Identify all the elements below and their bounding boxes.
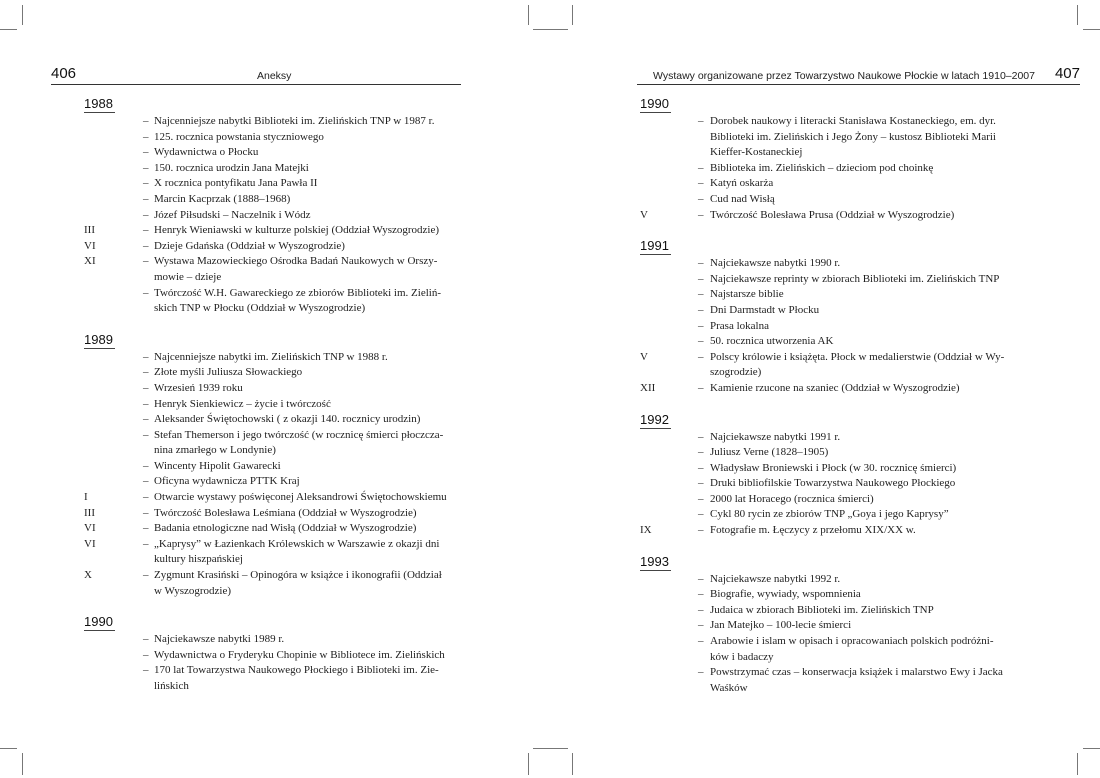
- entry-text-line: Złote myśli Juliusza Słowackiego: [154, 366, 303, 379]
- exhibition-entry: [84, 239, 464, 255]
- entry-text-line: Druki bibliofilskie Towarzystwa Naukowego Płockiego: [710, 477, 956, 490]
- exhibition-entry: [640, 161, 1020, 177]
- year-section: [84, 613, 464, 694]
- exhibition-entry: [640, 523, 1020, 539]
- year-heading: 1990: [640, 96, 669, 111]
- entry-text-line: 50. rocznica utworzenia AK: [710, 335, 834, 348]
- entry-text-line: Józef Piłsudski – Naczelnik i Wódz: [154, 208, 311, 221]
- list-dash: –: [698, 635, 704, 648]
- right-page-header: [637, 66, 1080, 85]
- month-label: III: [84, 224, 95, 237]
- entry-text-line: „Kaprysy” w Łazienkach Królewskich w Warszawie z okazji dni: [154, 537, 440, 550]
- month-label: VI: [84, 522, 96, 535]
- entry-text-line: Najciekawsze nabytki 1992 r.: [710, 572, 841, 585]
- list-dash: –: [143, 397, 149, 410]
- right-page-body: [640, 95, 1020, 710]
- entry-text-line: Dorobek naukowy i literacki Stanisława Kostaneckiego, em. dyr.: [710, 115, 996, 127]
- exhibition-entry: [84, 428, 464, 459]
- exhibition-entry: [640, 350, 1020, 381]
- exhibition-entry: [640, 272, 1020, 288]
- exhibition-entry: [640, 192, 1020, 208]
- year-heading: 1989: [84, 331, 113, 347]
- exhibition-entry: [640, 334, 1020, 350]
- exhibition-entry: [84, 663, 464, 694]
- exhibition-entry: [640, 665, 1020, 696]
- entry-text-line: Wydawnictwa o Płocku: [154, 146, 259, 159]
- exhibition-entry: [640, 618, 1020, 634]
- exhibition-entry: [84, 192, 464, 208]
- list-dash: –: [143, 537, 149, 550]
- exhibition-entry: [640, 208, 1020, 224]
- exhibition-entry: [640, 634, 1020, 665]
- year-section: [640, 237, 1020, 396]
- entry-text-line: Wincenty Hipolit Gawarecki: [154, 459, 281, 472]
- exhibition-entry: [640, 256, 1020, 272]
- list-dash: –: [143, 475, 149, 488]
- entry-text-line: Biografie, wywiady, wspomnienia: [710, 588, 861, 601]
- entry-text-line: 150. rocznica urodzin Jana Matejki: [154, 161, 309, 174]
- exhibition-entry: [84, 474, 464, 490]
- month-label: XI: [84, 255, 96, 268]
- list-dash: –: [143, 522, 149, 535]
- exhibition-entry: [84, 145, 464, 161]
- entry-text-line: Twórczość Bolesława Prusa (Oddział w Wyszogrodzie): [710, 208, 955, 221]
- exhibition-entry: [640, 603, 1020, 619]
- exhibition-entry: [84, 632, 464, 648]
- entry-text-line: Dzieje Gdańska (Oddział w Wyszogrodzie): [154, 239, 345, 252]
- entry-text-line: kultury hiszpańskiej: [154, 553, 243, 566]
- exhibition-entry: [84, 506, 464, 522]
- list-dash: –: [698, 524, 704, 537]
- exhibition-entry: [84, 648, 464, 664]
- list-dash: –: [698, 477, 704, 490]
- month-label: V: [640, 350, 648, 363]
- entry-text-line: 2000 lat Horacego (rocznica śmierci): [710, 492, 874, 505]
- exhibition-entry: [640, 476, 1020, 492]
- entry-text-line: Wydawnictwa o Fryderyku Chopinie w Bibliotece im. Zielińskich: [154, 648, 445, 661]
- exhibition-entry: [84, 397, 464, 413]
- list-dash: –: [698, 508, 704, 521]
- exhibition-entry: [640, 430, 1020, 446]
- entry-text-line: Zygmunt Krasiński – Opinogóra w książce i ikonografii (Oddział: [154, 569, 442, 582]
- exhibition-entry: [84, 490, 464, 506]
- year-section: [84, 95, 464, 317]
- entry-text-line: Arabowie i islam w opisach i opracowaniach polskich podróżni-: [710, 635, 994, 648]
- entry-text-line: Aleksander Świętochowski ( z okazji 140. rocznicy urodzin): [154, 413, 421, 426]
- exhibition-entry: [84, 365, 464, 381]
- exhibition-entry: [640, 114, 1020, 161]
- month-label: X: [84, 569, 92, 582]
- entry-text-line: Powstrzymać czas – konserwacja książek i malarstwo Ewy i Jacka: [710, 666, 1003, 679]
- entry-text-line: Juliusz Verne (1828–1905): [710, 446, 829, 459]
- exhibition-entry: [84, 176, 464, 192]
- list-dash: –: [698, 192, 704, 205]
- list-dash: –: [143, 648, 149, 661]
- entry-text-line: Prasa lokalna: [710, 319, 769, 332]
- list-dash: –: [698, 492, 704, 505]
- list-dash: –: [143, 664, 149, 677]
- list-dash: –: [698, 208, 704, 221]
- list-dash: –: [143, 192, 149, 205]
- list-dash: –: [698, 319, 704, 332]
- year-section: [640, 553, 1020, 697]
- exhibition-entry: [84, 254, 464, 285]
- month-label: I: [84, 491, 88, 504]
- exhibition-entry: [640, 381, 1020, 397]
- year-heading: 1992: [640, 411, 669, 427]
- list-dash: –: [698, 430, 704, 443]
- entry-text-line: Wystawa Mazowieckiego Ośrodka Badań Naukowych w Orszy-: [154, 255, 438, 268]
- entry-text-line: Najciekawsze nabytki 1991 r.: [710, 430, 841, 443]
- list-dash: –: [143, 569, 149, 582]
- list-dash: –: [143, 366, 149, 379]
- exhibition-entry: [640, 507, 1020, 523]
- exhibition-entry: [640, 445, 1020, 461]
- list-dash: –: [143, 633, 149, 646]
- entry-text-line: Katyń oskarża: [710, 177, 774, 190]
- list-dash: –: [143, 286, 149, 299]
- entry-text-line: Kieffer-Kostaneckiej: [710, 146, 803, 159]
- year-section: [84, 331, 464, 600]
- list-dash: –: [143, 177, 149, 190]
- month-label: V: [640, 208, 648, 221]
- list-dash: –: [143, 115, 149, 127]
- entry-text-line: Najcenniejsze nabytki Biblioteki im. Zielińskich TNP w 1987 r.: [154, 115, 435, 127]
- entry-text-line: Fotografie m. Łęczycy z przełomu XIX/XX w.: [710, 524, 916, 537]
- entry-text-line: Henryk Wieniawski w kulturze polskiej (Oddział Wyszogrodzie): [154, 224, 440, 237]
- exhibition-entry: [84, 223, 464, 239]
- list-dash: –: [698, 177, 704, 190]
- entry-text-line: Władysław Broniewski i Płock (w 30. rocznicę śmierci): [710, 461, 957, 474]
- month-label: XII: [640, 381, 656, 394]
- list-dash: –: [143, 208, 149, 221]
- exhibition-entry: [640, 492, 1020, 508]
- year-heading: 1990: [84, 614, 113, 630]
- entry-text-line: nina zmarłego w Londynie): [154, 444, 276, 457]
- entry-text-line: Najciekawsze nabytki 1990 r.: [710, 257, 841, 270]
- list-dash: –: [698, 381, 704, 394]
- exhibition-entry: [84, 286, 464, 317]
- year-heading: 1991: [640, 238, 669, 254]
- year-section: [640, 411, 1020, 539]
- list-dash: –: [698, 603, 704, 616]
- list-dash: –: [143, 506, 149, 519]
- page-number: 407: [1054, 65, 1080, 82]
- exhibition-entry: [640, 587, 1020, 603]
- running-head: Aneksy: [257, 70, 292, 82]
- entry-text-line: Otwarcie wystawy poświęconej Aleksandrowi Świętochowskiemu: [154, 491, 447, 504]
- exhibition-entry: [84, 161, 464, 177]
- list-dash: –: [698, 461, 704, 474]
- entry-text-line: Najciekawsze nabytki 1989 r.: [154, 633, 285, 646]
- list-dash: –: [143, 239, 149, 252]
- list-dash: –: [698, 288, 704, 301]
- entry-text-line: Twórczość Bolesława Leśmiana (Oddział w Wyszogrodzie): [154, 506, 417, 519]
- exhibition-entry: [640, 287, 1020, 303]
- exhibition-entry: [84, 568, 464, 599]
- entry-text-line: 170 lat Towarzystwa Naukowego Płockiego i Biblioteki im. Zie-: [154, 664, 439, 677]
- exhibition-entry: [84, 412, 464, 428]
- list-dash: –: [698, 115, 704, 127]
- entry-text-line: Henryk Sienkiewicz – życie i twórczość: [154, 397, 331, 410]
- running-head: Wystawy organizowane przez Towarzystwo Naukowe Płockie w latach 1910–2007: [653, 70, 1035, 82]
- left-page-body: [84, 95, 464, 709]
- list-dash: –: [143, 413, 149, 426]
- list-dash: –: [143, 350, 149, 363]
- month-label: VI: [84, 239, 96, 252]
- exhibition-entry: [640, 572, 1020, 588]
- entry-text-line: Najstarsze biblie: [710, 288, 784, 301]
- list-dash: –: [698, 588, 704, 601]
- entry-text-line: Marcin Kacprzak (1888–1968): [154, 192, 291, 205]
- entry-text-line: skich TNP w Płocku (Oddział w Wyszogrodzie): [154, 302, 366, 315]
- entry-text-line: szogrodzie): [710, 366, 762, 379]
- list-dash: –: [143, 491, 149, 504]
- exhibition-entry: [640, 319, 1020, 335]
- list-dash: –: [143, 459, 149, 472]
- entry-text-line: ków i badaczy: [710, 650, 774, 663]
- year-heading: 1993: [640, 553, 669, 569]
- list-dash: –: [143, 146, 149, 159]
- exhibition-entry: [84, 381, 464, 397]
- entry-text-line: Najcenniejsze nabytki im. Zielińskich TNP w 1988 r.: [154, 350, 388, 363]
- list-dash: –: [698, 161, 704, 174]
- list-dash: –: [143, 381, 149, 394]
- entry-text-line: Cud nad Wisłą: [710, 192, 775, 205]
- entry-text-line: Najciekawsze reprinty w zbiorach Biblioteki im. Zielińskich TNP: [710, 272, 1000, 285]
- month-label: VI: [84, 537, 96, 550]
- exhibition-entry: [640, 303, 1020, 319]
- list-dash: –: [143, 161, 149, 174]
- month-label: IX: [640, 524, 652, 537]
- exhibition-entry: [84, 521, 464, 537]
- entry-text-line: 125. rocznica powstania styczniowego: [154, 130, 324, 143]
- entry-text-line: Oficyna wydawnicza PTTK Kraj: [154, 475, 300, 488]
- entry-text-line: mowie – dzieje: [154, 270, 222, 283]
- right-page: [550, 0, 1100, 778]
- entry-text-line: Stefan Themerson i jego twórczość (w rocznicę śmierci płoczcza-: [154, 428, 444, 441]
- exhibition-entry: [640, 176, 1020, 192]
- entry-text-line: Biblioteka im. Zielińskich – dzieciom pod choinkę: [710, 161, 934, 174]
- exhibition-entry: [640, 461, 1020, 477]
- entry-text-line: Wrzesień 1939 roku: [154, 381, 243, 394]
- list-dash: –: [698, 335, 704, 348]
- year-heading: 1988: [84, 96, 113, 111]
- entry-text-line: Polscy królowie i książęta. Płock w medalierstwie (Oddział w Wy-: [710, 350, 1005, 363]
- list-dash: –: [698, 350, 704, 363]
- exhibition-entry: [84, 537, 464, 568]
- list-dash: –: [143, 255, 149, 268]
- list-dash: –: [143, 224, 149, 237]
- list-dash: –: [698, 572, 704, 585]
- entry-text-line: Twórczość W.H. Gawareckiego ze zbiorów Biblioteki im. Zieliń-: [154, 286, 441, 299]
- exhibition-entry: [84, 350, 464, 366]
- year-section: [640, 95, 1020, 223]
- left-page-header: [51, 66, 461, 85]
- entry-text-line: Judaica w zbiorach Biblioteki im. Zielińskich TNP: [710, 603, 934, 616]
- entry-text-line: Biblioteki im. Zielińskich i Jego Żony – kustosz Biblioteki Marii: [710, 130, 996, 143]
- list-dash: –: [698, 257, 704, 270]
- list-dash: –: [698, 303, 704, 316]
- entry-text-line: X rocznica pontyfikatu Jana Pawła II: [154, 177, 318, 190]
- entry-text-line: lińskich: [154, 680, 189, 692]
- list-dash: –: [143, 428, 149, 441]
- list-dash: –: [698, 272, 704, 285]
- entry-text-line: w Wyszogrodzie): [154, 584, 232, 597]
- entry-text-line: Jan Matejko – 100-lecie śmierci: [710, 619, 852, 632]
- exhibition-entry: [84, 208, 464, 224]
- list-dash: –: [698, 666, 704, 679]
- exhibition-entry: [84, 459, 464, 475]
- page-number: 406: [51, 65, 77, 82]
- entry-text-line: Waśków: [710, 681, 748, 694]
- list-dash: –: [698, 619, 704, 632]
- entry-text-line: Cykl 80 rycin ze zbiorów TNP „Goya i jego Kaprysy”: [710, 508, 949, 521]
- exhibition-entry: [84, 114, 464, 130]
- month-label: III: [84, 506, 95, 519]
- exhibition-entry: [84, 130, 464, 146]
- entry-text-line: Dni Darmstadt w Płocku: [710, 303, 820, 316]
- entry-text-line: Badania etnologiczne nad Wisłą (Oddział w Wyszogrodzie): [154, 522, 417, 535]
- entry-text-line: Kamienie rzucone na szaniec (Oddział w Wyszogrodzie): [710, 381, 960, 394]
- list-dash: –: [698, 446, 704, 459]
- list-dash: –: [143, 130, 149, 143]
